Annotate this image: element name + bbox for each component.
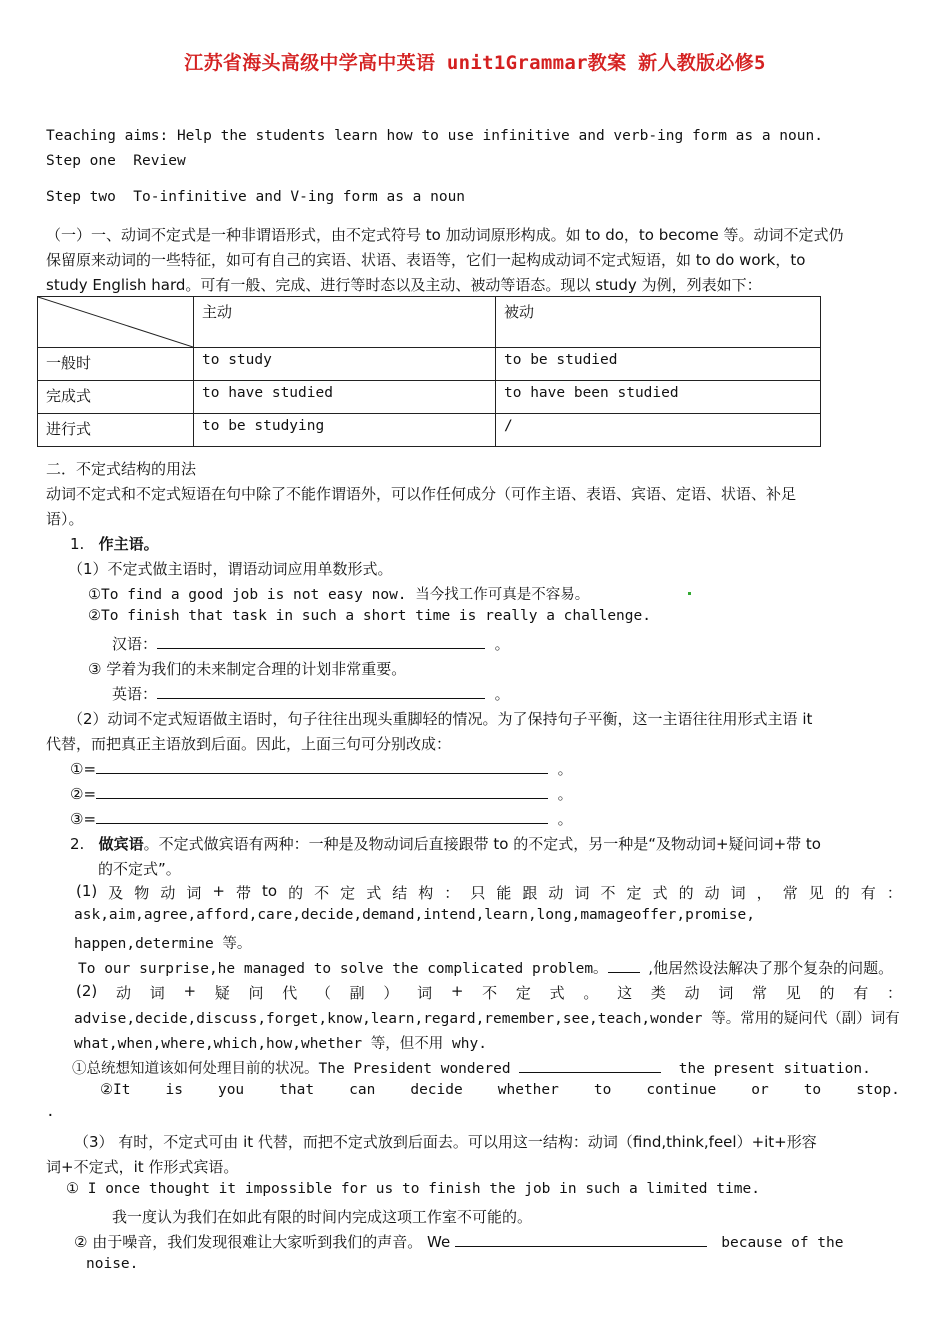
spread-char: ： [886, 984, 902, 1002]
page-title: 江苏省海头高级中学高中英语 unit1Grammar教案 新人教版必修5 [184, 52, 766, 74]
spread-char: 有 [853, 984, 869, 1002]
example-1c: ③ 学着为我们的未来制定合理的计划非常重要。 [88, 660, 407, 678]
spread-char: 见 [785, 984, 801, 1002]
spread-char: 词 [574, 884, 590, 902]
spread-char: 词 [186, 884, 202, 902]
spread-char: 词 [417, 984, 433, 1002]
row-label: 一般时 [38, 348, 194, 381]
chinese-answer-line [112, 633, 510, 654]
rule-2-3-line-2: 词+不定式，it 作形式宾语。 [46, 1158, 239, 1176]
spread-word: stop. [856, 1082, 900, 1098]
chinese-label: 汉语： [112, 635, 158, 653]
spread-char: 定 [340, 884, 356, 902]
item-1-heading [70, 533, 159, 554]
item-1-title: 作主语。 [98, 535, 159, 553]
spread-char: 副 [349, 984, 365, 1002]
spread-char: 类 [650, 984, 666, 1002]
intro-line-1: （一）一、动词不定式是一种非谓语形式，由不定式符号 to 加动词原形构成。如 to do，to become 等。动词不定式仍 [46, 226, 844, 244]
table-header-row [38, 297, 821, 348]
rewrite-line-1 [70, 758, 573, 779]
answer-blank[interactable] [519, 1058, 661, 1073]
rewrite-label: ③= [70, 810, 97, 828]
item-2-text-2: 的不定式”。 [98, 860, 181, 878]
spread-char: 的 [834, 884, 850, 902]
spread-char: 带 [235, 884, 251, 902]
spread-char: 有 [860, 884, 876, 902]
spread-char: 物 [134, 884, 150, 902]
section-2-para-1: 动词不定式和不定式短语在句中除了不能作谓语外，可以作任何成分（可作主语、表语、宾语、定语、状语、补足 [46, 485, 797, 503]
spread-char: 词 [718, 984, 734, 1002]
example-2-1-translation: ,他居然设法解决了那个复杂的问题。 [648, 959, 894, 977]
table-row [38, 381, 821, 414]
spread-word: you [217, 1082, 245, 1098]
example-1a: ①To find a good job is not easy now. 当今找工作可真是不容易。 [88, 587, 590, 603]
spread-char: 跟 [522, 884, 538, 902]
item-2-heading [70, 833, 821, 854]
spread-char: 问 [248, 984, 264, 1002]
item-2-number: 2. [70, 835, 85, 853]
period: 。 [557, 785, 573, 803]
spread-char: + [212, 882, 225, 900]
spread-char: 能 [496, 884, 512, 902]
spread-char: 代 [282, 984, 298, 1002]
spread-char: 疑 [214, 984, 230, 1002]
spread-char: 词 [730, 884, 746, 902]
stray-dot: . [46, 1104, 55, 1120]
item-2-text: 。不定式做宾语有两种：一种是及物动词后直接跟带 to 的不定式，另一种是“及物动词+疑问词+带 to [143, 835, 821, 853]
spread-char: 常 [752, 984, 768, 1002]
spread-char: ） [383, 984, 399, 1002]
cell-active: to have studied [194, 381, 496, 414]
verb-list-2: advise,decide,discuss,forget,know,learn,regard,remember,see,teach,wonder 等。常用的疑问代（副）词有 [74, 1011, 900, 1027]
spread-char: 及 [108, 884, 124, 902]
spread-char: 结 [392, 884, 408, 902]
rule-2-2-spread [76, 982, 902, 1003]
spread-char: ， [756, 884, 772, 902]
answer-blank[interactable] [455, 1232, 707, 1247]
period: 。 [494, 635, 510, 653]
header-active: 主动 [194, 297, 496, 348]
row-label: 完成式 [38, 381, 194, 414]
example-2-2a-text: ①总统想知道该如何处理目前的状况。The President wondered [72, 1061, 511, 1077]
spread-word: decide [410, 1082, 463, 1098]
item-1-number: 1. [70, 535, 85, 553]
intro-line-2: 保留原来动词的一些特征，如可有自己的宾语、状语、表语等，它们一起构成动词不定式短语，如 to do work，to [46, 251, 806, 269]
example-2-2b [100, 1082, 900, 1098]
spread-char: 动 [115, 984, 131, 1002]
intro-line-3: study English hard。可有一般、完成、进行等时态以及主动、被动等语态。现以 study 为例，列表如下： [46, 276, 762, 294]
example-2-3a-translation: 我一度认为我们在如此有限的时间内完成这项工作室不可能的。 [112, 1208, 533, 1226]
spread-word: is [165, 1082, 183, 1098]
spread-word: or [751, 1082, 769, 1098]
answer-blank[interactable] [96, 809, 548, 824]
spread-word: whether [497, 1082, 559, 1098]
tense-voice-table [37, 296, 821, 447]
cell-active: to study [194, 348, 496, 381]
spread-char: 定 [626, 884, 642, 902]
spread-char: 的 [288, 884, 304, 902]
rule-2-1-spread [76, 882, 902, 903]
spread-char: 只 [470, 884, 486, 902]
spread-char: ： [444, 884, 460, 902]
spread-char: 式 [366, 884, 382, 902]
rule-1-2-line-2: 代替，而把真正主语放到后面。因此，上面三句可分别改成： [46, 735, 452, 753]
spread-char: （ [315, 984, 331, 1002]
spread-char: (1) [76, 882, 98, 900]
answer-blank[interactable] [157, 684, 485, 699]
spread-char: 动 [548, 884, 564, 902]
period: 。 [557, 810, 573, 828]
table-row [38, 414, 821, 447]
answer-blank[interactable] [157, 634, 485, 649]
step-one: Step one Review [46, 153, 186, 169]
example-2-2a [72, 1057, 871, 1078]
section-2-title: 二．不定式结构的用法 [46, 460, 197, 478]
verb-list-2b: what,when,where,which,how,whether 等，但不用 why. [74, 1036, 487, 1052]
verb-list-1: ask,aim,agree,afford,care,decide,demand,intend,learn,long,mamageoffer,promise, [74, 907, 755, 923]
example-2-3b [74, 1231, 843, 1252]
spread-char: 见 [808, 884, 824, 902]
english-label: 英语： [112, 685, 158, 703]
spread-word: that [279, 1082, 315, 1098]
spread-char: 这 [617, 984, 633, 1002]
spread-word: to [803, 1082, 822, 1098]
diagonal-header-cell [38, 297, 194, 348]
green-dot-mark [688, 592, 691, 595]
teaching-aims: Teaching aims: Help the students learn how to use infinitive and verb-ing form as a noun. [46, 128, 823, 144]
answer-blank[interactable] [96, 784, 548, 799]
cell-passive: / [496, 414, 821, 447]
spread-char: 不 [482, 984, 498, 1002]
example-2-2a-tail: the present situation. [678, 1061, 871, 1077]
spread-char: + [450, 982, 464, 1000]
row-label: 进行式 [38, 414, 194, 447]
header-passive: 被动 [496, 297, 821, 348]
spread-char: 动 [704, 884, 720, 902]
example-2-3b-tail: because of the [721, 1235, 844, 1251]
cell-passive: to be studied [496, 348, 821, 381]
spread-word: to [593, 1082, 612, 1098]
spread-char: 常 [782, 884, 798, 902]
verb-list-1b: happen,determine 等。 [74, 936, 252, 952]
period: 。 [494, 685, 510, 703]
section-2-para-2: 语）。 [46, 510, 84, 528]
spread-char: 式 [549, 984, 565, 1002]
spread-char: 定 [515, 984, 531, 1002]
example-1b: ②To finish that task in such a short time is really a challenge. [88, 608, 651, 624]
spread-char: 的 [678, 884, 694, 902]
example-2-3b-end: noise. [86, 1256, 139, 1272]
rule-2-3-line-1: （3） 有时，不定式可由 it 代替，而把不定式放到后面去。可以用这一结构：动词（find,think,feel）+it+形容 [74, 1133, 817, 1151]
spread-char: 动 [684, 984, 700, 1002]
example-2-1 [78, 957, 893, 978]
spread-char: + [183, 982, 197, 1000]
answer-blank[interactable] [608, 958, 640, 973]
spread-char: 动 [160, 884, 176, 902]
spread-char: 构 [418, 884, 434, 902]
rewrite-line-2 [70, 783, 573, 804]
english-answer-line [112, 683, 510, 704]
spread-char: 式 [652, 884, 668, 902]
cell-passive: to have been studied [496, 381, 821, 414]
step-two: Step two To-infinitive and V-ing form as a noun [46, 189, 466, 205]
spread-word: ②It [100, 1082, 131, 1098]
spread-word: can [349, 1082, 376, 1098]
table-row [38, 348, 821, 381]
cell-active: to be studying [194, 414, 496, 447]
spread-word: continue [646, 1082, 717, 1098]
spread-char: 不 [600, 884, 616, 902]
answer-blank[interactable] [96, 759, 548, 774]
rewrite-label: ②= [70, 785, 97, 803]
example-2-3a: ① I once thought it impossible for us to finish the job in such a limited time. [66, 1181, 760, 1197]
example-2-1-text: To our surprise,he managed to solve the complicated problem。 [78, 961, 608, 977]
period: 。 [557, 760, 573, 778]
spread-char: 不 [314, 884, 330, 902]
spread-char: (2) [76, 982, 98, 1000]
item-2-title: 做宾语 [98, 835, 144, 853]
rewrite-label: ①= [70, 760, 97, 778]
spread-char: to [262, 882, 278, 900]
rule-1-2-line-1: （2）动词不定式短语做主语时，句子往往出现头重脚轻的情况。为了保持句子平衡，这一主语往往用形式主语 it [68, 710, 813, 728]
rule-1-1: （1）不定式做主语时，谓语动词应用单数形式。 [68, 560, 393, 578]
spread-char: 词 [149, 984, 165, 1002]
spread-char: ： [886, 884, 902, 902]
example-2-3b-text: ② 由于噪音，我们发现很难让大家听到我们的声音。 We [74, 1233, 451, 1251]
rewrite-line-3 [70, 808, 573, 829]
spread-char: 的 [819, 984, 835, 1002]
spread-char: 。 [583, 984, 599, 1002]
